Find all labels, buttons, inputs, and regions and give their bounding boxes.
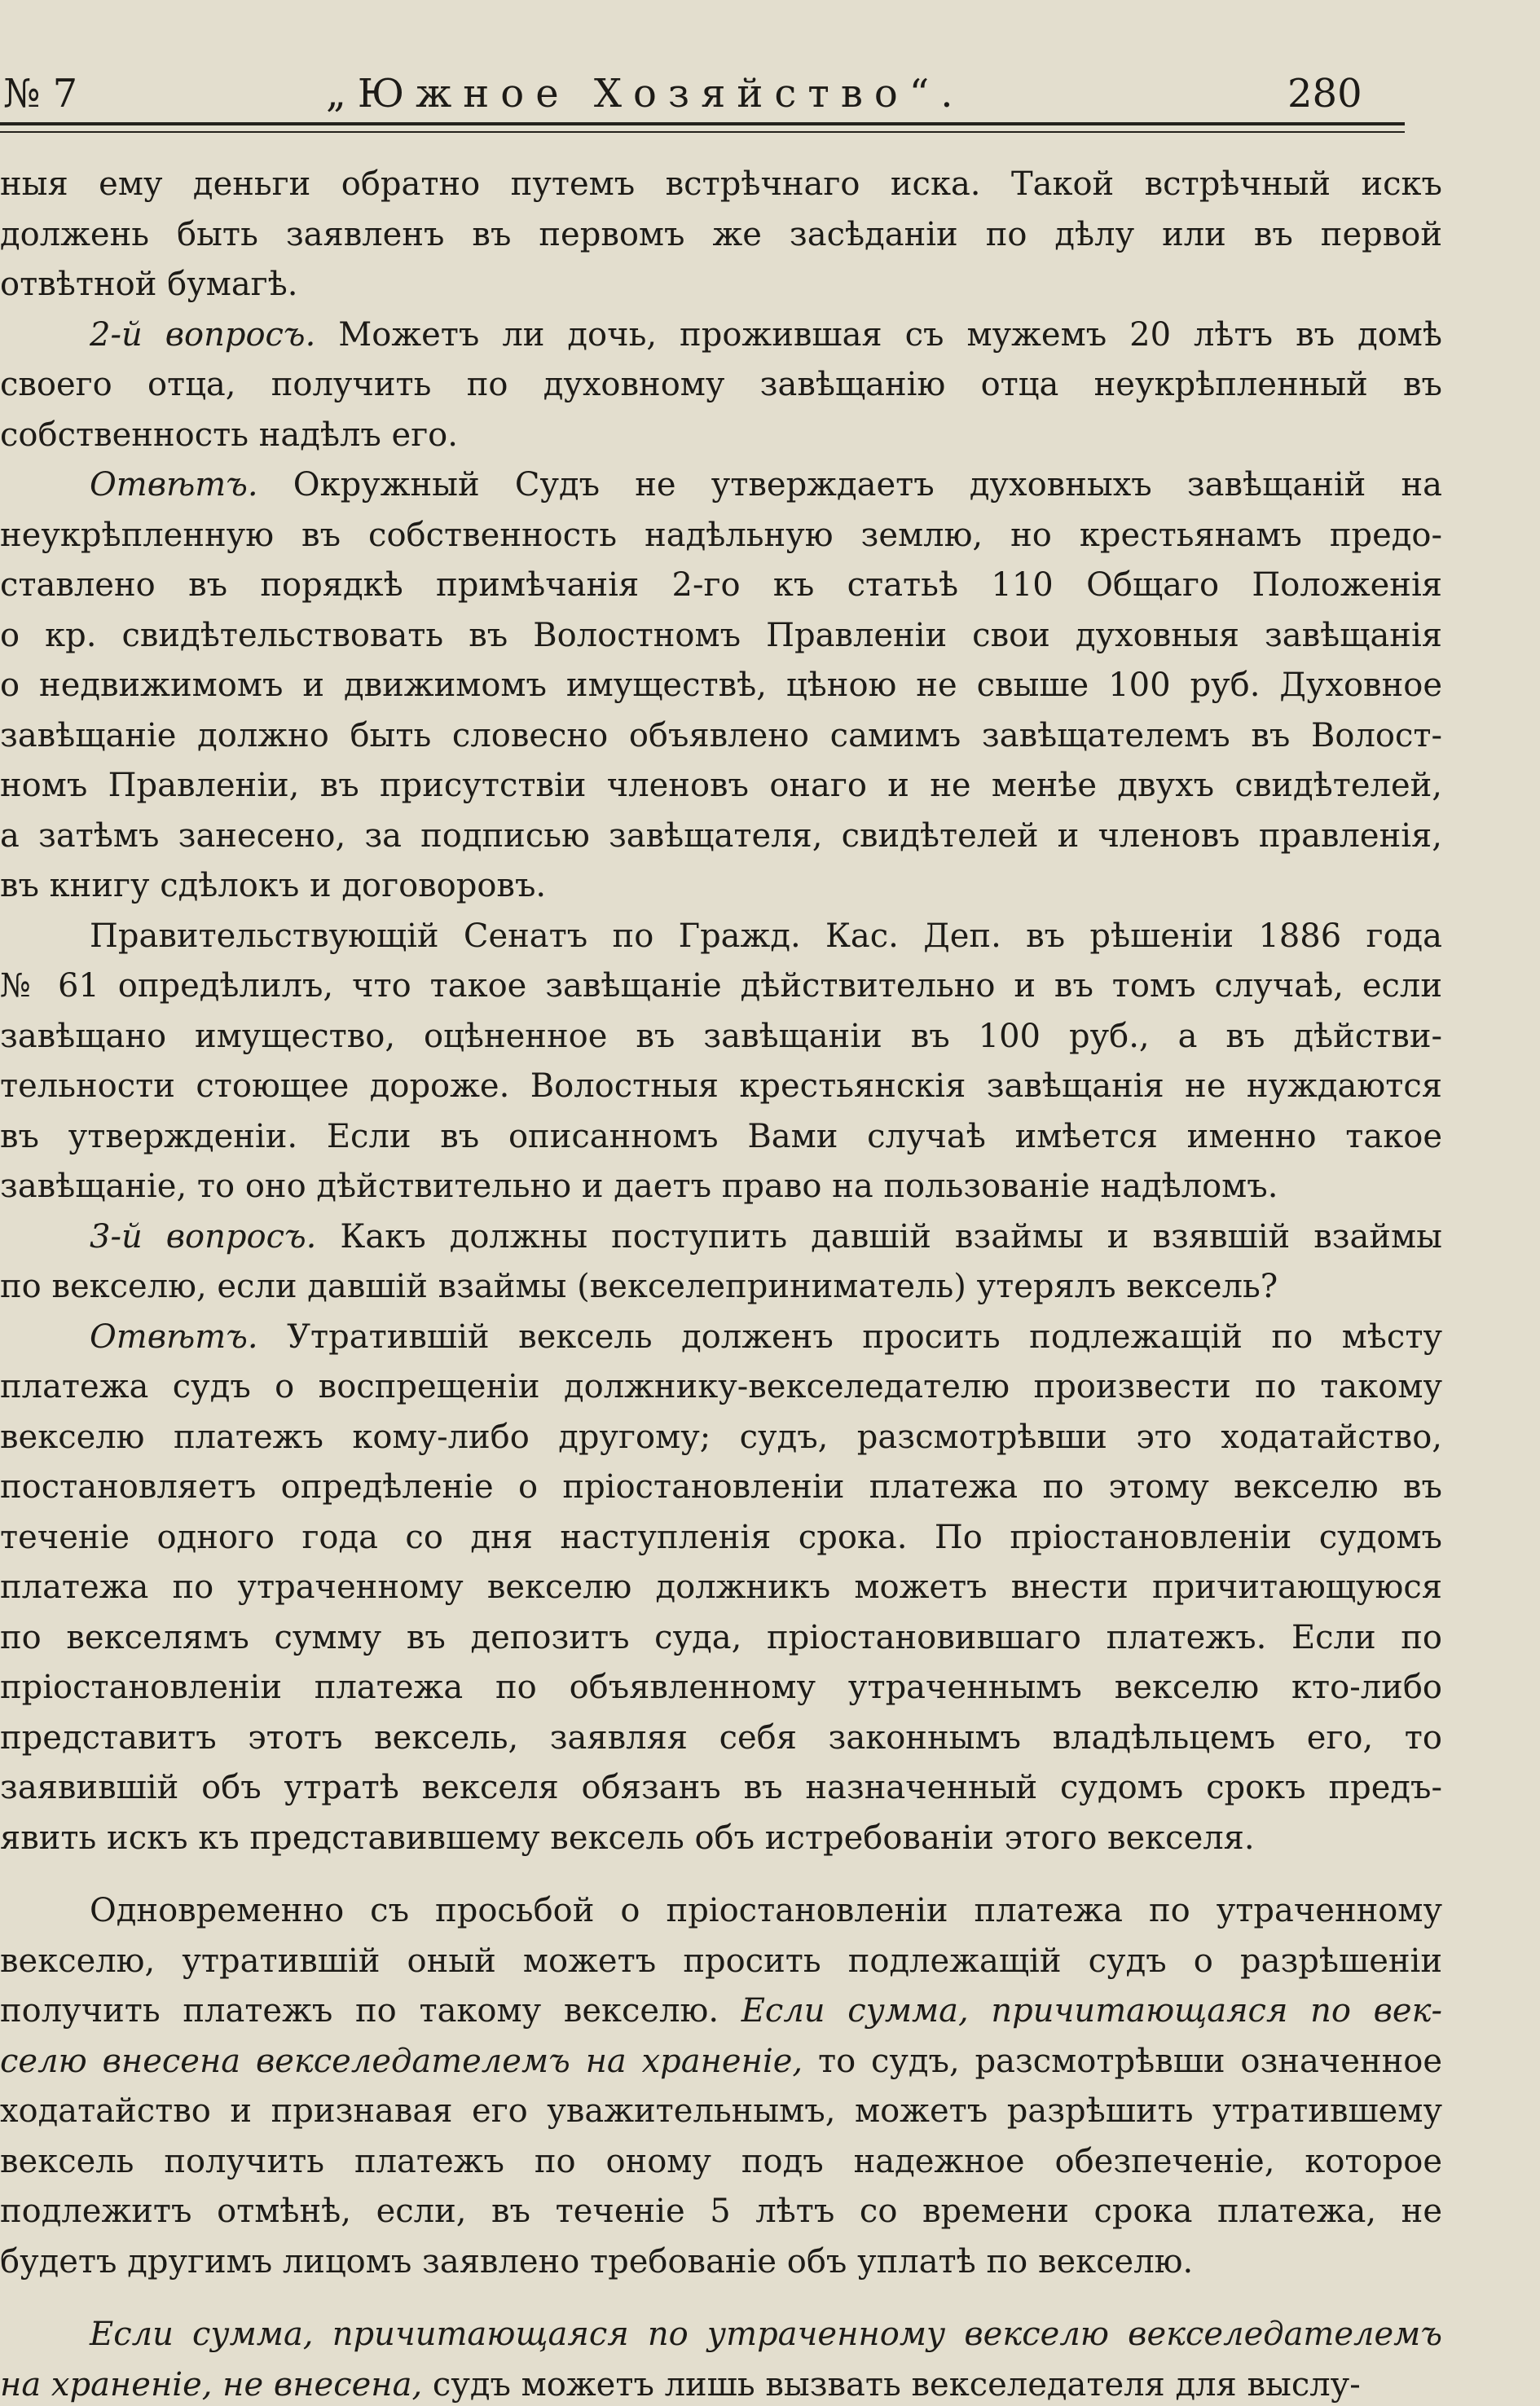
text-line bbox=[0, 761, 1442, 812]
text-line bbox=[0, 961, 1442, 1012]
text-line bbox=[0, 861, 1442, 912]
text-run: № 61 опредѣлилъ, что такое завѣщаніе дѣйствительно и въ томъ случаѣ, если bbox=[0, 967, 1442, 1005]
journal-title: „Южное Хозяйство“. bbox=[326, 71, 965, 117]
text-run: получить платежъ по такому векселю. bbox=[0, 1992, 741, 2030]
text-run: заявившій объ утратѣ векселя обязанъ въ назначенный судомъ срокъ предъ- bbox=[0, 1769, 1442, 1806]
paragraph bbox=[0, 160, 1442, 310]
paragraph bbox=[0, 1212, 1442, 1313]
text-line bbox=[0, 260, 1442, 310]
question-label: 3-й вопросъ. bbox=[90, 1217, 317, 1256]
text-line bbox=[0, 561, 1442, 611]
text-line bbox=[0, 2037, 1442, 2087]
text-run: судъ можетъ лишь вызвать векселедателя для выслу- bbox=[422, 2365, 1361, 2404]
text-run: а затѣмъ занесено, за подписью завѣщателя, свидѣтелей и членовъ правленія, bbox=[0, 816, 1442, 855]
text-line bbox=[0, 460, 1442, 511]
text-run: вексель получить платежъ по оному подъ надежное обезпеченіе, которое bbox=[0, 2142, 1442, 2180]
text-run: должень быть заявленъ въ первомъ же засѣданіи по дѣлу или въ первой bbox=[0, 215, 1442, 253]
text-line bbox=[0, 2237, 1442, 2288]
text-run: завѣщаніе должно быть словесно объявлено самимъ завѣщателемъ въ Волост- bbox=[0, 716, 1442, 754]
text-line bbox=[0, 1262, 1442, 1313]
text-run: по векселю, если давшій взаймы (векселеприниматель) утерялъ вексель? bbox=[0, 1268, 1278, 1305]
text-line bbox=[0, 1937, 1442, 1987]
text-run: тельности стоющее дороже. Волостныя крестьянскія завѣщанія не нуждаются bbox=[0, 1067, 1442, 1105]
text-line bbox=[0, 1513, 1442, 1564]
text-line bbox=[0, 2087, 1442, 2137]
text-run: пріостановленіи платежа по объявленному утраченнымъ векселю кто-либо bbox=[0, 1669, 1442, 1706]
text-line bbox=[0, 160, 1442, 210]
text-run: то судъ, разсмотрѣвши означенное bbox=[803, 2042, 1442, 2080]
page-header bbox=[0, 65, 1410, 122]
text-run: Окружный Судъ не утверждаетъ духовныхъ завѣщаній на bbox=[257, 466, 1442, 504]
text-run: ныя ему деньги обратно путемъ встрѣчнаго иска. Такой встрѣчный искъ bbox=[0, 165, 1442, 203]
issue-number: № 7 bbox=[3, 71, 78, 117]
text-run: Утратившій вексель долженъ просить подлежащій по мѣсту bbox=[257, 1317, 1442, 1356]
text-line bbox=[0, 1613, 1442, 1664]
text-line bbox=[0, 411, 1442, 461]
text-line bbox=[0, 1463, 1442, 1513]
text-line bbox=[0, 1162, 1442, 1212]
text-line bbox=[0, 2187, 1442, 2237]
text-line bbox=[0, 1763, 1442, 1814]
italic-text: Если сумма, причитающаяся по утраченному векселю векселедателемъ bbox=[90, 2316, 1442, 2353]
question-label: Отвѣтъ. bbox=[90, 466, 258, 504]
text-line bbox=[0, 310, 1442, 361]
paragraph bbox=[0, 460, 1442, 912]
text-run: платежа судъ о воспрещеніи должнику-векселедателю произвести по такому bbox=[0, 1368, 1442, 1405]
page-number: 280 bbox=[1287, 71, 1362, 117]
header-rule-thin bbox=[0, 131, 1405, 133]
text-run: будетъ другимъ лицомъ заявлено требованіе объ уплатѣ по векселю. bbox=[0, 2242, 1194, 2281]
text-line bbox=[0, 2310, 1442, 2360]
text-line bbox=[0, 1362, 1442, 1413]
text-line bbox=[0, 2137, 1442, 2188]
text-run: явить искъ къ представившему вексель объ истребованіи этого векселя. bbox=[0, 1819, 1255, 1857]
text-line bbox=[0, 2360, 1442, 2406]
italic-text: селю внесена векселедателемъ на храненіе, bbox=[0, 2042, 803, 2080]
text-run: постановляетъ опредѣленіе о пріостановленіи платежа по этому векселю въ bbox=[0, 1468, 1442, 1506]
paragraph bbox=[0, 310, 1442, 461]
text-line bbox=[0, 1413, 1442, 1463]
text-line bbox=[0, 1814, 1442, 1864]
text-run: ходатайство и признавая его уважительнымъ, можетъ разрѣшить утратившему bbox=[0, 2092, 1442, 2130]
paragraph bbox=[0, 1313, 1442, 1864]
text-run: ставлено въ порядкѣ примѣчанія 2-го къ статьѣ 110 Общаго Положенія bbox=[0, 566, 1442, 604]
article-body bbox=[0, 160, 1442, 2406]
text-line bbox=[0, 1713, 1442, 1764]
text-run: завѣщаніе, то оно дѣйствительно и даетъ право на пользованіе надѣломъ. bbox=[0, 1168, 1278, 1205]
text-line bbox=[0, 1886, 1442, 1937]
text-run: отвѣтной бумагѣ. bbox=[0, 266, 298, 303]
text-line bbox=[0, 1112, 1442, 1163]
text-run: Одновременно съ просьбой о пріостановленіи платежа по утраченному bbox=[90, 1892, 1442, 1929]
text-run: своего отца, получить по духовному завѣщанію отца неукрѣпленный въ bbox=[0, 366, 1442, 403]
text-run: по векселямъ сумму въ депозитъ суда, пріостановившаго платежъ. Если по bbox=[0, 1618, 1442, 1656]
text-run: о кр. свидѣтельствовать въ Волостномъ Правленіи свои духовныя завѣщанія bbox=[0, 616, 1442, 654]
text-run: завѣщано имущество, оцѣненное въ завѣщаніи въ 100 руб., а въ дѣйстви- bbox=[0, 1017, 1442, 1055]
text-run: въ утвержденіи. Если въ описанномъ Вами случаѣ имѣется именно такое bbox=[0, 1117, 1442, 1155]
paragraph bbox=[0, 1886, 1442, 2287]
text-run: представитъ этотъ вексель, заявляя себя законнымъ владѣльцемъ его, то bbox=[0, 1718, 1442, 1757]
text-line bbox=[0, 711, 1442, 762]
text-line bbox=[0, 210, 1442, 261]
text-line bbox=[0, 1563, 1442, 1613]
text-run: въ книгу сдѣлокъ и договоровъ. bbox=[0, 867, 547, 904]
header-rule-thick bbox=[0, 122, 1405, 125]
text-line bbox=[0, 611, 1442, 662]
paragraph bbox=[0, 2310, 1442, 2406]
text-line bbox=[0, 1212, 1442, 1263]
text-run: неукрѣпленную въ собственность надѣльную землю, но крестьянамъ предо- bbox=[0, 516, 1442, 554]
text-line bbox=[0, 812, 1442, 862]
text-run: векселю платежъ кому-либо другому; судъ, разсмотрѣвши это ходатайство, bbox=[0, 1418, 1442, 1456]
text-line bbox=[0, 511, 1442, 561]
text-line bbox=[0, 1313, 1442, 1363]
text-run: Правительствующій Сенатъ по Гражд. Кас. Деп. въ рѣшеніи 1886 года bbox=[90, 917, 1442, 955]
paragraph bbox=[0, 912, 1442, 1212]
italic-text: Если сумма, причитающаяся по век- bbox=[741, 1992, 1442, 2030]
text-line bbox=[0, 912, 1442, 962]
text-line bbox=[0, 360, 1442, 411]
text-run: платежа по утраченному векселю должникъ можетъ внести причитающуюся bbox=[0, 1568, 1442, 1606]
text-run: собственность надѣлъ его. bbox=[0, 416, 458, 454]
text-line bbox=[0, 1012, 1442, 1062]
text-run: о недвижимомъ и движимомъ имуществѣ, цѣною не свыше 100 руб. Духовное bbox=[0, 666, 1442, 704]
text-line bbox=[0, 661, 1442, 711]
text-line bbox=[0, 1062, 1442, 1112]
text-run: теченіе одного года со дня наступленія срока. По пріостановленіи судомъ bbox=[0, 1518, 1442, 1556]
question-label: Отвѣтъ. bbox=[90, 1317, 258, 1356]
text-line bbox=[0, 1663, 1442, 1713]
text-run: векселю, утратившій оный можетъ просить подлежащій судъ о разрѣшеніи bbox=[0, 1942, 1442, 1980]
question-label: 2-й вопросъ. bbox=[90, 315, 316, 354]
text-line bbox=[0, 1986, 1442, 2037]
text-run: Какъ должны поступить давшій взаймы и взявшій взаймы bbox=[316, 1217, 1442, 1256]
text-run: Можетъ ли дочь, прожившая съ мужемъ 20 лѣтъ въ домѣ bbox=[315, 315, 1443, 354]
italic-text: на храненіе, не внесена, bbox=[0, 2365, 423, 2404]
text-run: номъ Правленіи, въ присутствіи членовъ онаго и не менѣе двухъ свидѣтелей, bbox=[0, 767, 1442, 804]
text-run: подлежитъ отмѣнѣ, если, въ теченіе 5 лѣтъ со времени срока платежа, не bbox=[0, 2193, 1442, 2230]
